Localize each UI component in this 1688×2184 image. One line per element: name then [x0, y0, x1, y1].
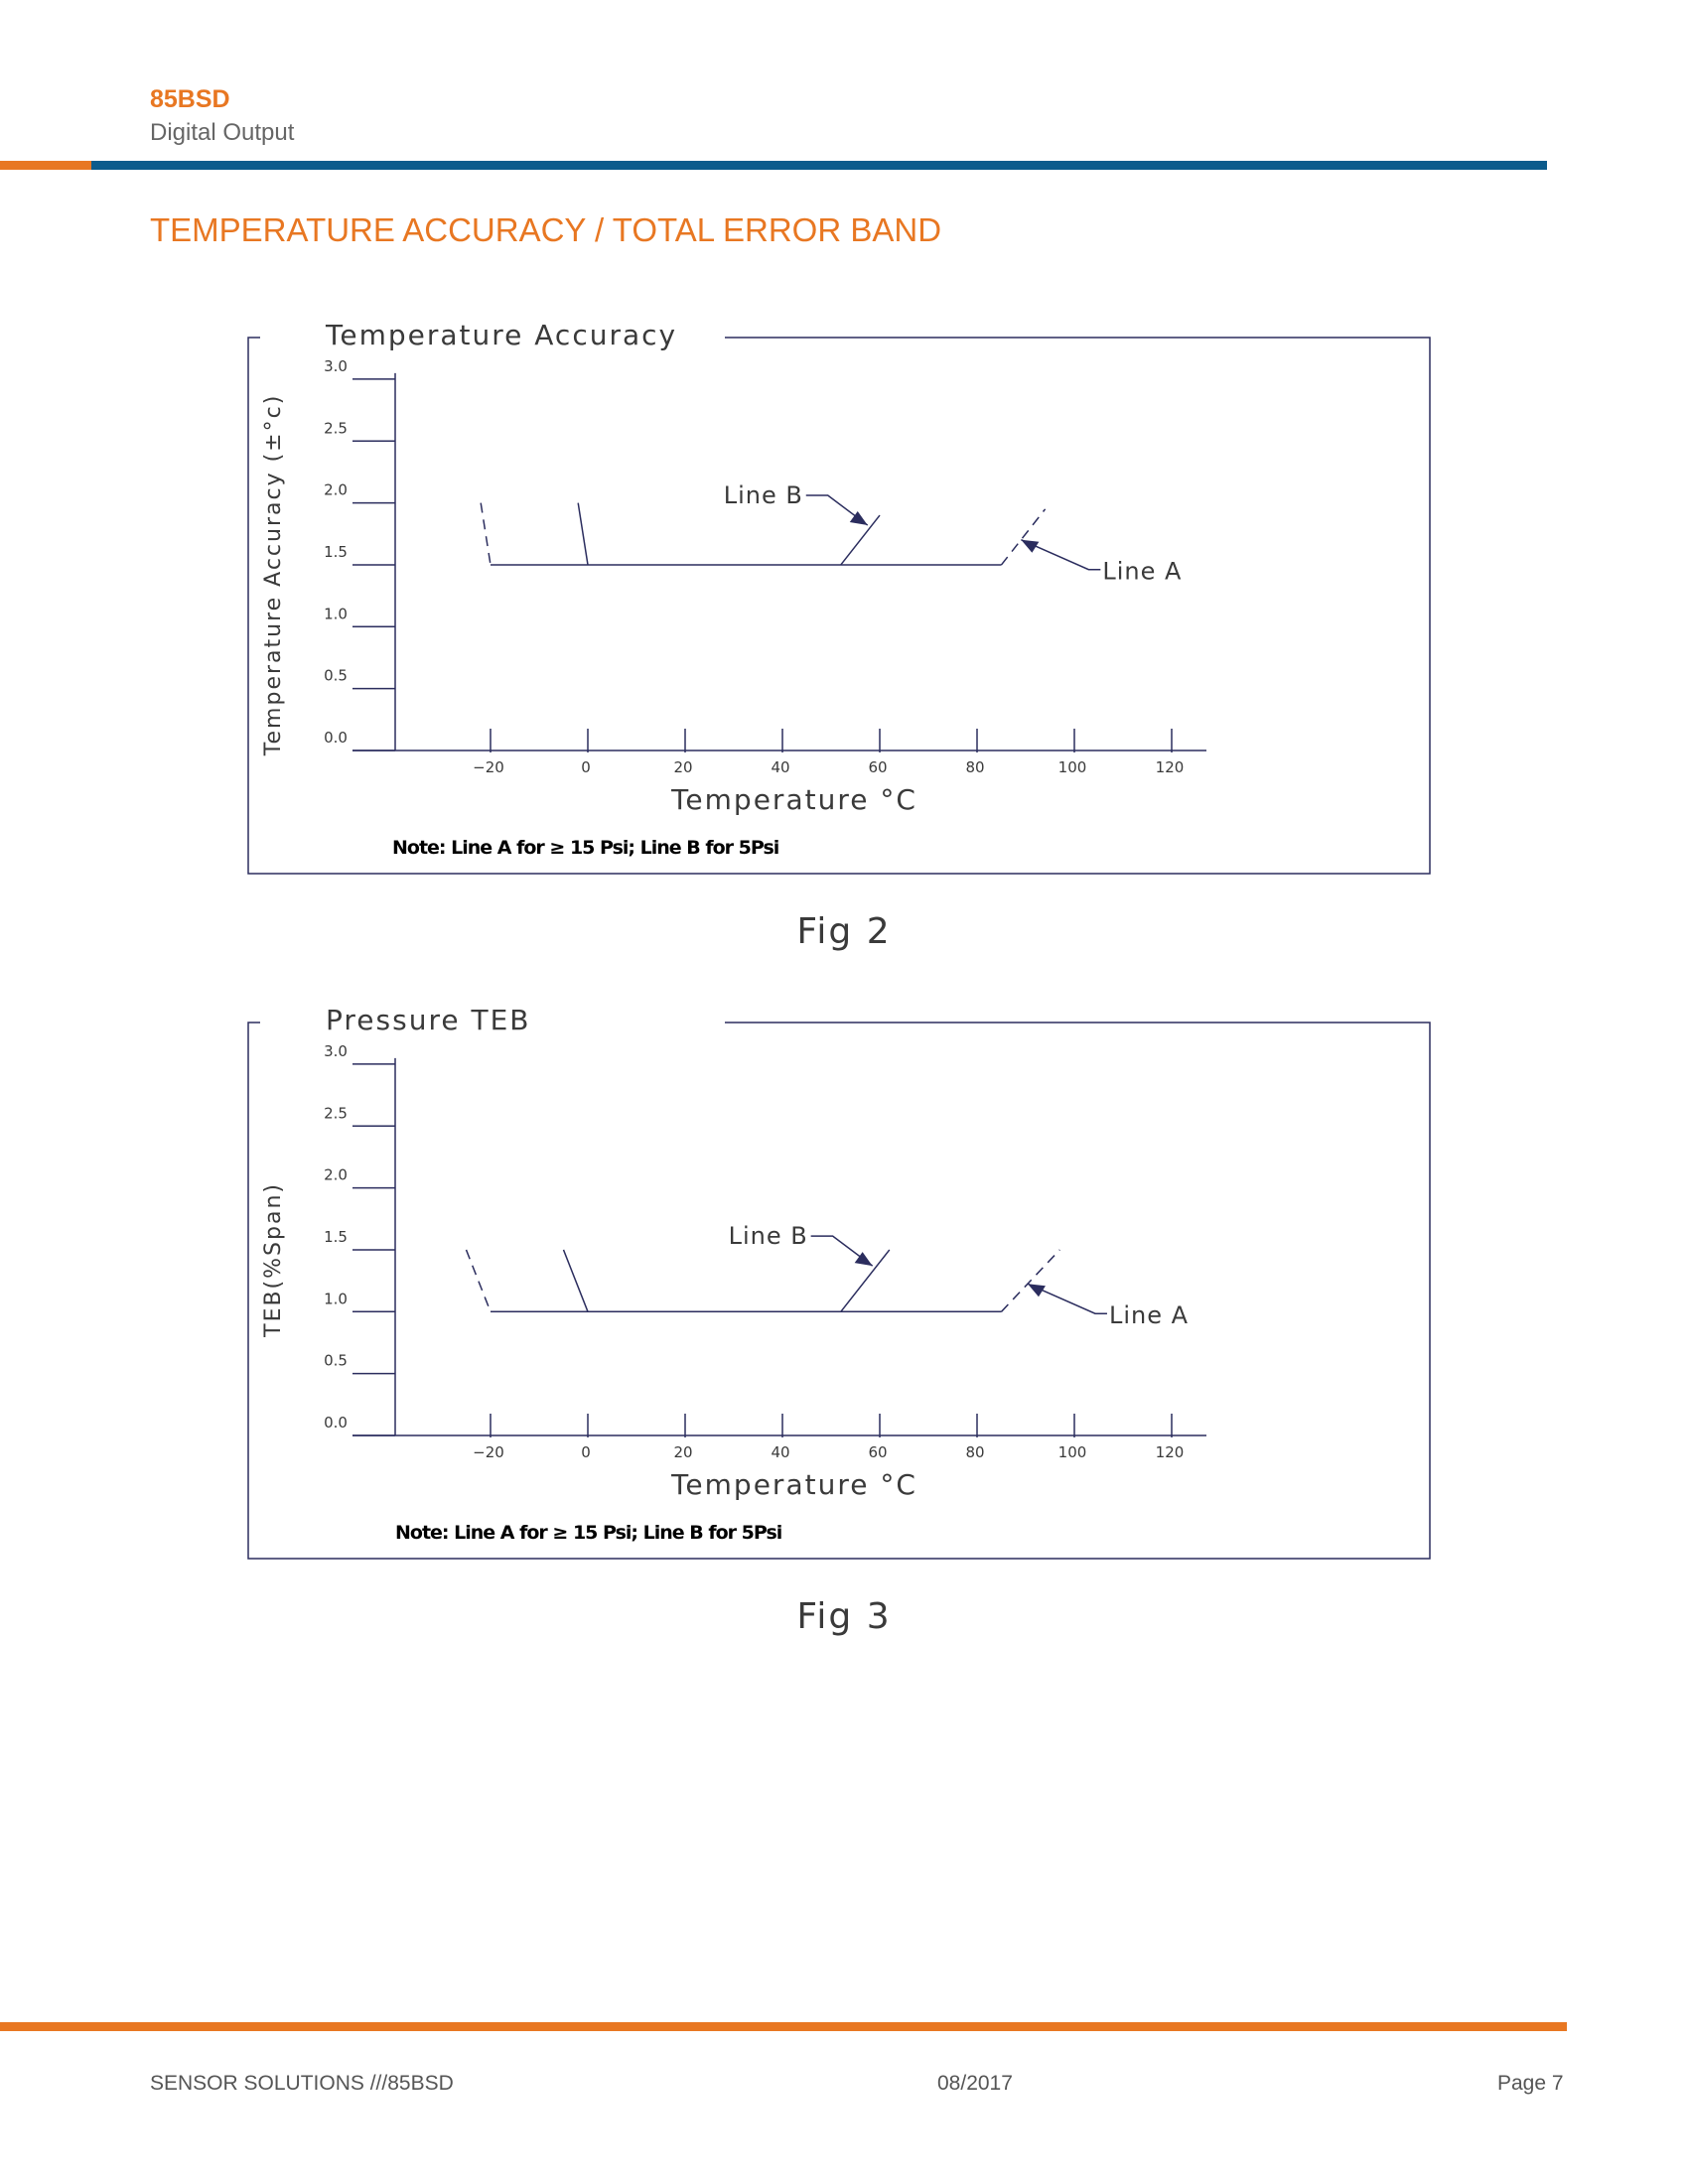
series-segment-line-b — [578, 503, 588, 565]
chart-note: Note: Line A for ≥ 15 Psi; Line B for 5Psi — [395, 1522, 782, 1544]
figure-caption: Fig 2 — [796, 911, 892, 952]
chart-temperature-accuracy — [238, 298, 1450, 973]
frame-corner — [248, 1023, 260, 1030]
x-tick-label: 60 — [868, 1443, 888, 1461]
figure-temperature-accuracy — [238, 298, 1450, 978]
series-segment-line-a — [1002, 509, 1046, 565]
y-tick-label: 0.0 — [324, 1414, 348, 1432]
y-tick-label: 1.5 — [324, 542, 348, 561]
section-title: TEMPERATURE ACCURACY / TOTAL ERROR BAND — [150, 211, 942, 248]
x-axis-label: Temperature °C — [671, 1468, 917, 1501]
y-tick-label: 2.0 — [324, 480, 348, 499]
y-tick-label: 0.0 — [324, 729, 348, 747]
x-tick-label: −20 — [473, 758, 504, 776]
annotation-line-a: Line A — [1102, 557, 1183, 586]
x-tick-label: −20 — [473, 1443, 504, 1461]
product-subtitle: Digital Output — [150, 119, 295, 146]
x-tick-label: 100 — [1057, 1443, 1087, 1461]
x-tick-label: 40 — [771, 758, 790, 776]
series-segment-line-a — [481, 503, 491, 565]
x-tick-label: 0 — [581, 758, 591, 776]
x-tick-label: 60 — [868, 758, 888, 776]
y-axis-label: Temperature Accuracy (±°c) — [261, 393, 286, 756]
chart-pressure-teb — [238, 983, 1450, 1658]
x-tick-label: 0 — [581, 1443, 591, 1461]
y-tick-label: 1.0 — [324, 1290, 348, 1308]
y-tick-label: 3.0 — [324, 1041, 348, 1060]
y-tick-label: 2.0 — [324, 1165, 348, 1184]
x-axis-label: Temperature °C — [671, 783, 917, 816]
series-segment-line-a — [1002, 1250, 1060, 1311]
y-tick-label: 0.5 — [324, 666, 348, 685]
chart-note: Note: Line A for ≥ 15 Psi; Line B for 5Psi — [392, 837, 779, 859]
y-axis-label: TEB(%Span) — [261, 1182, 286, 1337]
footer-page-number: Page 7 — [1497, 2072, 1564, 2095]
x-tick-label: 20 — [673, 1443, 693, 1461]
x-tick-label: 40 — [771, 1443, 790, 1461]
chart-title: Pressure TEB — [326, 1004, 531, 1036]
y-tick-label: 3.0 — [324, 356, 348, 375]
y-tick-label: 2.5 — [324, 1104, 348, 1123]
series-segment-line-b — [564, 1250, 589, 1311]
footer-company: SENSOR SOLUTIONS ///85BSD — [150, 2072, 454, 2095]
figure-pressure-teb — [238, 983, 1450, 1663]
y-tick-label: 1.0 — [324, 605, 348, 623]
y-tick-label: 1.5 — [324, 1227, 348, 1246]
annotation-line-a: Line A — [1108, 1301, 1190, 1330]
frame-corner — [248, 338, 260, 345]
chart-title: Temperature Accuracy — [326, 319, 678, 351]
y-tick-label: 0.5 — [324, 1351, 348, 1370]
x-tick-label: 20 — [673, 758, 693, 776]
header-rule — [91, 161, 1547, 170]
footer-rule — [0, 2022, 1567, 2031]
x-tick-label: 100 — [1057, 758, 1087, 776]
footer-date: 08/2017 — [937, 2072, 1013, 2095]
series-segment-line-a — [467, 1250, 492, 1311]
x-tick-label: 120 — [1155, 758, 1185, 776]
x-tick-label: 120 — [1155, 1443, 1185, 1461]
y-tick-label: 2.5 — [324, 419, 348, 438]
figure-caption: Fig 3 — [796, 1596, 892, 1637]
x-tick-label: 80 — [965, 758, 985, 776]
annotation-line-b: Line B — [723, 481, 803, 510]
annotation-line-b: Line B — [728, 1222, 808, 1251]
x-tick-label: 80 — [965, 1443, 985, 1461]
header-accent-bar — [0, 161, 91, 170]
product-model: 85BSD — [150, 85, 230, 113]
